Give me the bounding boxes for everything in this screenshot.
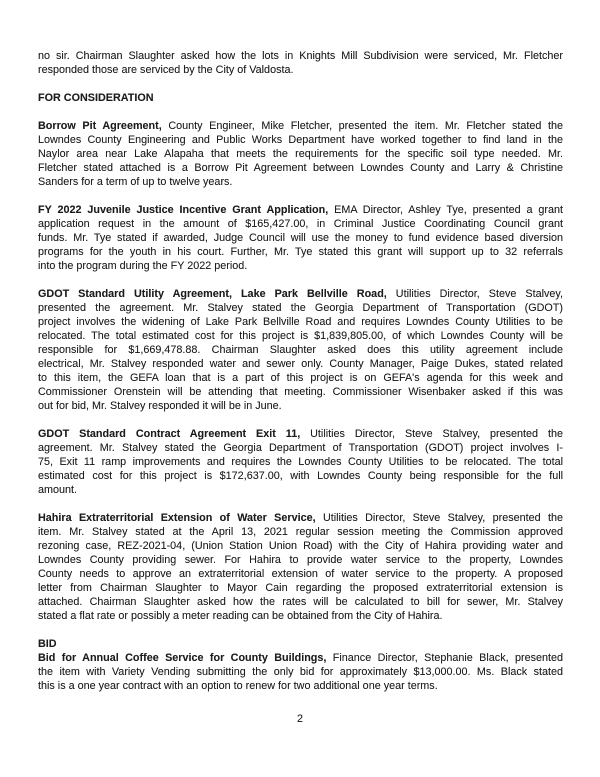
- gdot-utility-agreement-lake-park-bellville-paragraph: [38, 287, 563, 413]
- text-line: Borrow Pit Agreement, County Engineer, Mike Fletcher, presented the item. Mr. Fletcher stated the: [38, 120, 563, 132]
- text-line: 75, Exit 11 ramp improvements and requires the Lowndes County Utilities to be relocated. The total: [38, 456, 563, 468]
- text-line: programs for the youth in his court. Further, Mr. Tye stated this grant will support up to 32 referrals: [38, 246, 563, 258]
- document-body: [38, 49, 563, 707]
- text-line: FY 2022 Juvenile Justice Incentive Grant Application, EMA Director, Ashley Tye, presented a grant: [38, 204, 563, 216]
- text-line: this is a one year contract with an option to renew for two additional one year terms.: [38, 680, 438, 692]
- text-line: rezoning case, REZ-2021-04, (Union Station Union Road) with the City of Hahira providing water and: [38, 540, 563, 552]
- text-line: estimated cost for this project is $172,637.00, with Lowndes County being responsible for the full: [38, 470, 563, 482]
- page-number: 2: [296, 713, 303, 725]
- text-line: letter from Chairman Slaughter to Mayor Cain regarding the proposed extraterritorial extension is: [38, 582, 563, 594]
- fy2022-juvenile-justice-grant-paragraph: [38, 203, 563, 273]
- borrow-pit-agreement-paragraph: [38, 119, 563, 189]
- bid-annual-coffee-service-paragraph: [38, 651, 563, 693]
- text-line: application request in the amount of $165,427.00, in Criminal Justice Coordinating Council grant: [38, 218, 563, 230]
- text-line: FOR CONSIDERATION: [38, 92, 154, 104]
- text-line: stated a flat rate or possibly a meter reading can be obtained from the City of Hahira.: [38, 610, 443, 622]
- text-line: presented the agreement. Mr. Stalvey stated the Georgia Department of Transportation (GDOT): [38, 302, 563, 314]
- bid-heading: [38, 637, 563, 651]
- text-line: GDOT Standard Contract Agreement Exit 11, Utilities Director, Steve Stalvey, presented the: [38, 428, 563, 440]
- text-line: amount.: [38, 484, 78, 496]
- text-line: Naylor area near Lake Alapaha that meets the requirements for the specific soil type needed. Mr.: [38, 148, 563, 160]
- text-line: the item with Variety Vending submitting the only bid for approximately $13,000.00. Ms. Black stated: [38, 666, 563, 678]
- text-line: GDOT Standard Utility Agreement, Lake Park Bellville Road, Utilities Director, Steve Stalvey,: [38, 288, 563, 300]
- text-line: relocated. The total estimated cost for this project is $1,839,805.00, of which Lowndes County will be: [38, 330, 563, 342]
- text-line: Lowndes County Engineering and Public Works Department have worked together to find land in the: [38, 134, 563, 146]
- text-line: out for bid, Mr. Stalvey responded it will be in June.: [38, 400, 282, 412]
- text-line: no sir. Chairman Slaughter asked how the lots in Knights Mill Subdivision were serviced, Mr. Fletcher: [38, 50, 563, 62]
- text-line: Hahira Extraterritorial Extension of Water Service, Utilities Director, Steve Stalvey, presented the: [38, 512, 563, 524]
- text-line: item. Mr. Stalvey stated at the April 13, 2021 regular session meeting the Commission approved: [38, 526, 563, 538]
- text-line: agreement. Mr. Stalvey stated the Georgia Department of Transportation (GDOT) project involves I-: [38, 442, 563, 454]
- text-line: County needs to approve an extraterritorial extension of water service to the property. A proposed: [38, 568, 563, 580]
- text-line: project involves the widening of Lake Park Bellville Road and requires Lowndes County Utilities to be: [38, 316, 563, 328]
- for-consideration-heading: [38, 91, 563, 105]
- text-line: responsible for $1,669,478.88. Chairman Slaughter asked does this utility agreement include: [38, 344, 563, 356]
- text-line: responded those are serviced by the City of Valdosta.: [38, 64, 294, 76]
- text-line: Commissioner Orenstein will be attending that meeting. Commissioner Wisenbaker asked if this was: [38, 386, 563, 398]
- gdot-contract-agreement-exit-11-paragraph: [38, 427, 563, 497]
- intro-continuation-paragraph: [38, 49, 563, 77]
- text-line: electrical, Mr. Stalvey responded water and sewer only. County Manager, Paige Dukes, stated related: [38, 358, 563, 370]
- hahira-water-service-extension-paragraph: [38, 511, 563, 623]
- text-line: attached. Chairman Slaughter asked how the rates will be calculated to bill for sewer, Mr. Stalvey: [38, 596, 563, 608]
- text-line: funds. Mr. Tye stated if awarded, Judge Council will use the money to fund evidence based diversion: [38, 232, 563, 244]
- text-line: into the program during the FY 2022 period.: [38, 260, 248, 272]
- text-line: to this item, the GEFA loan that is a part of this project is on GEFA's agenda for this week and: [38, 372, 563, 384]
- text-line: Sanders for a term of up to twelve years.: [38, 176, 233, 188]
- text-line: BID: [38, 638, 57, 650]
- text-line: Lowndes County providing sewer. For Hahira to provide water service to the property, Lowndes: [38, 554, 563, 566]
- text-line: Bid for Annual Coffee Service for County Buildings, Finance Director, Stephanie Black, presented: [38, 652, 563, 664]
- text-line: Fletcher stated attached is a Borrow Pit Agreement between Lowndes County and Larry & Christine: [38, 162, 563, 174]
